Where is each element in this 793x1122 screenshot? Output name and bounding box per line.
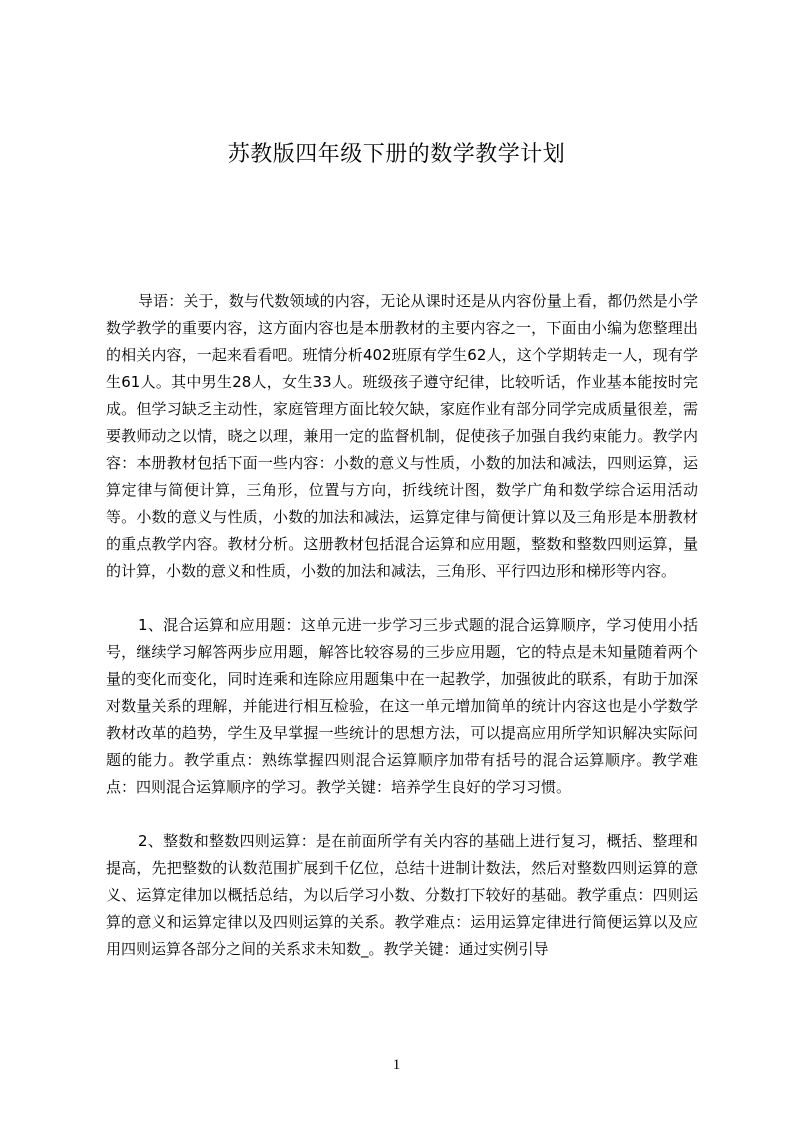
document-body: [106, 288, 698, 963]
section-2-paragraph: 2、整数和整数四则运算：是在前面所学有关内容的基础上进行复习，概括、整理和提高，先把整数的认数范围扩展到千亿位，总结十进制计数法，然后对整数四则运算的意义、运算定律加以概括总结，为以后学习小数、分数打下较好的基础。教学重点：四则运算的意义和运算定律以及四则运算的关系。教学难点：运用运算定律进行简便运算以及应用四则运算各部分之间的关系求未知数_。教学关键：通过实例引导: [106, 832, 698, 958]
section-1-paragraph: 1、混合运算和应用题：这单元进一步学习三步式题的混合运算顺序，学习使用小括号，继续学习解答两步应用题，解答比较容易的三步应用题，它的特点是未知量随着两个量的变化而变化，同时连乘和连除应用题集中在一起教学，加强彼此的联系，有助于加深对数量关系的理解，并能进行相互检验，在这一单元增加简单的统计内容这也是小学数学教材改革的趋势，学生及早掌握一些统计的思想方法，可以提高应用所学知识解决实际问题的能力。教学重点：熟练掌握四则混合运算顺序加带有括号的混合运算顺序。教学难点：四则混合运算顺序的学习。教学关键：培养学生良好的学习习惯。: [106, 616, 698, 796]
document-title: 苏教版四年级下册的数学教学计划: [227, 142, 566, 167]
page-number: 1: [392, 1057, 401, 1073]
intro-paragraph: 导语：关于，数与代数领域的内容，无论从课时还是从内容份量上看，都仍然是小学数学教学的重要内容，这方面内容也是本册教材的主要内容之一，下面由小编为您整理出的相关内容，一起来看看吧。班情分析402班原有学生62人，这个学期转走一人，现有学生61人。其中男生28人，女生33人。班级孩子遵守纪律，比较听话，作业基本能按时完成。但学习缺乏主动性，家庭管理方面比较欠缺，家庭作业有部分同学完成质量很差，需要教师动之以情，晓之以理，兼用一定的监督机制，促使孩子加强自我约束能力。教学内容：本册教材包括下面一些内容：小数的意义与性质，小数的加法和减法，四则运算，运算定律与简便计算，三角形，位置与方向，折线统计图，数学广角和数学综合运用活动等。小数的意义与性质，小数的加法和减法，运算定律与简便计算以及三角形是本册教材的重点教学内容。教材分析。这册教材包括混合运算和应用题，整数和整数四则运算，量的计算，小数的意义和性质，小数的加法和减法，三角形、平行四边形和梯形等内容。: [106, 292, 698, 580]
